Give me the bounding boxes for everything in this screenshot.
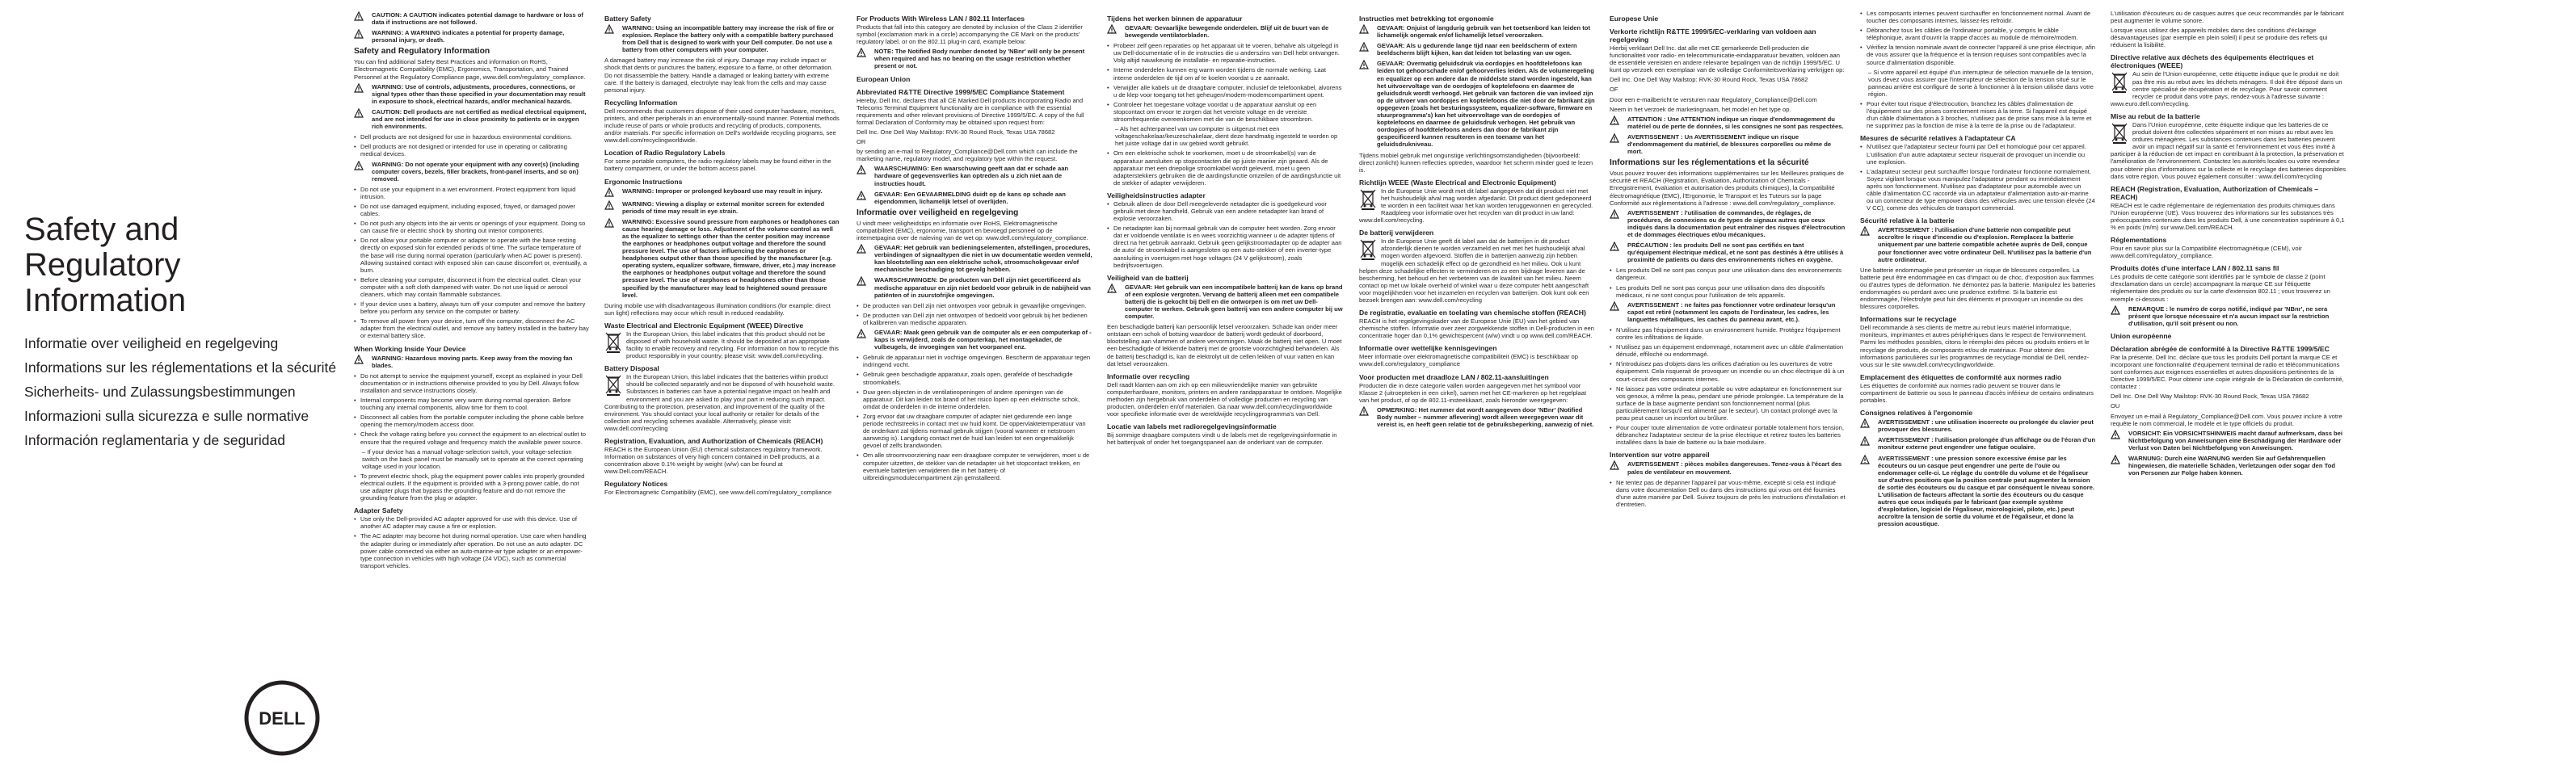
warning-triangle-icon (1610, 209, 1624, 219)
recycling-paragraph (604, 373, 840, 432)
bullet-item: • Before cleaning your computer, disconnect it from the electrical outlet. Clean your computer with a soft cloth dampened with water. Do not use liquid or aerosol cleaners, which may contain flammable substances. (354, 276, 590, 298)
bullet-item: • Zorg ervoor dat uw draagbare computer of adapter niet gedurende een lange periode rechtstreeks in contact met uw huid komt. De oppervlaktetemperatuur van de onderkant zal tijdens normaal gebruik stijgen (vooral wanneer er netstroom aanwezig is). Langdurig contact met de huid kan leiden tot een ongemakkelijk gevoel of zelfs brandwonden. (857, 413, 1092, 449)
sub-bullet-item: – If your device has a manual voltage-selection switch, your voltage-selection switch on the back panel must be manually set to operate at the correct operating voltage used in your location. (362, 447, 583, 470)
paragraph: Vous pouvez trouver des informations supplémentaires sur les Meilleures pratiques de sécurité et REACH (Registration, Evaluation, Authorization of Chemicals - Enregistrement, évaluation et autorisation des produits chimiques), la Compatibilité électromagnétique (EMC), l'Ergonomie, le Transport et les Tuteurs sur la page Conformité aux réglementations à l'adresse : www.dell.com/regulatory_compliance. (1610, 170, 1844, 207)
warning-note (857, 191, 1092, 205)
section-heading: Directive relative aux déchets des équipements électriques et électroniques (WEEE) (2111, 53, 2314, 70)
bullet-item: • L'adaptateur secteur peut surchauffer lorsque l'ordinateur fonctionne normalement. Soyez vigilant lorsque vous manipulez l'adaptateur pendant ou immédiatement après son fonctionnement. N'utilisez pas d'adaptateur pour automobile avec un câble d'alimentation CC raccordé via un adaptateur d'alimentation auto-air-marine ou un connecteur de type empower dans des véhicules avec une tension élevée (24 V CC), comme des véhicules de transport commercial. (1860, 168, 2096, 212)
bullet-item: • Do not use damaged equipment, including exposed, frayed, or damaged power cables. (354, 203, 590, 217)
bullet-item: • Controleer het toegestane voltage voordat u de apparatuur aansluit op een stopcontact om ervoor te zorgen dat het vereiste voltage en de vereiste stroomfrequentie overeenkomen met die van de beschikbare stroombron. (1107, 101, 1343, 123)
warning-note (604, 24, 840, 53)
title-translation-it: Informazioni sulla sicurezza e sulle normative (24, 408, 309, 424)
bullet-item: • Gebruik geen beschadigde apparatuur, zoals open, gerafelde of beschadigde stroomkabels. (857, 371, 1092, 385)
warning-note (1359, 42, 1595, 57)
sub-bullet-item: – Als het achterpaneel van uw computer is uitgerust met een voltageschakelaar/keuzeschakelaar, dient deze handmatig ingesteld te worden op het juiste voltage dat in uw gebied wordt gebruikt. (1115, 125, 1338, 148)
section-heading: Europese Unie (1610, 15, 1659, 23)
bullet-item: • N'utilisez pas l'équipement dans un environnement humide. Protégez l'équipement contre les infiltrations de liquide. (1610, 326, 1846, 341)
section-heading: Union européenne (2111, 331, 2172, 340)
recycling-paragraph (1359, 187, 1595, 224)
paragraph: Dell Inc. One Dell Way Mailstop: RVK-30 Round Rock, Texas USA 78682 (2111, 393, 2309, 401)
warning-note (604, 200, 840, 215)
bullet-item: • Débranchez tous les câbles de l'ordinateur portable, y compris le câble téléphonique, avant d'ouvrir la trappe d'accès au module de mémoire/modem. (1860, 27, 2096, 41)
crossed-out-wheeled-bin-icon (604, 373, 622, 396)
warning-triangle-icon (354, 108, 368, 118)
warning-triangle-icon (604, 24, 619, 34)
section-heading: De registratie, evaluatie en toelating van chemische stoffen (REACH) (1359, 309, 1586, 317)
warning-triangle-icon (857, 165, 871, 174)
dell-logo (244, 680, 320, 756)
paragraph: OR (857, 138, 866, 146)
warning-note (1860, 436, 2096, 451)
section-heading: European Union (857, 74, 911, 83)
warning-triangle-icon (1860, 436, 1875, 446)
crossed-out-wheeled-bin-icon (604, 330, 622, 353)
paragraph: Een beschadigde batterij kan persoonlijk letsel veroorzaken. Schade kan onder meer ontstaan een schok of botsing waardoor de batterij wordt gedeukt of doorboord, blootstelling aan vlammen of andere vervormingen. Maak de batterij niet open. U moet een beschadigde of lekkende batterij met de grootste voorzichtigheid behandelen. Als de batterij beschadigd is, kan de elektrolyt uit de cellen lekken of vuur vatten en kan dat letsel veroorzaken. (1107, 323, 1342, 368)
warning-note-text: VORSICHT: Ein VORSICHTSHINWEIS macht darauf aufmerksam, dass bei Nichtbefolgung von Anweisungen eine Beschädigung der Hardware oder Verlust von Daten bei Nichtbefolgung von Anweisungen. (2128, 429, 2342, 452)
warning-note (1610, 116, 1846, 130)
section-heading: Informatie over wettelijke kennisgevingen (1359, 344, 1497, 353)
bullet-item: • Om een elektrische schok te voorkomen, moet u de stroomkabel(s) van de apparatuur aansluiten op stopcontacten die op juiste manier zijn geaard. Als de apparatuur met een driepolige stroomkabel wordt geleverd, moet u geen adapterstekkers gebruiken die de aardingsfunctie omzeilen of de aardingsfunctie uit de stekker of adapter verwijderen. (1107, 149, 1343, 186)
warning-note-text: AVERTISSEMENT : pièces mobiles dangereuses. Tenez-vous à l'écart des pales de ventilateur en mouvement. (1627, 460, 1842, 476)
warning-triangle-icon (857, 276, 871, 286)
warning-note-text: AVERTISSEMENT : une pression sonore excessive émise par les écouteurs ou un casque peut engendrer une perte de l'ouïe ou endommager celle-ci. Le réglage du contrôle du volume et de l'égaliseur sur d'autres positions que la position centrale peut augmenter la tension de sortie des écouteurs ou du casque et par conséquent le niveau sonore. L'utilisation de facteurs affectant la sortie des écouteurs ou du casque autres que ceux indiqués par le fabricant (par exemple système d'exploitation, logiciel de l'égaliseur, micrologiciel, pilote, etc.) peut accroître la tension de sortie du volume et de l'égaliseur, et donc la pression acoustique. (1878, 454, 2094, 528)
title-translation-es: Información reglamentaria y de seguridad (24, 432, 285, 448)
text-column-7 (1860, 10, 2096, 767)
section-heading: Locatie van labels met radioregelgevingsinformatie (1107, 422, 1277, 431)
recycling-paragraph-text: In de Europese Unie geeft dit label aan dat de batterijen in dit product afzonderlijk dienen te worden verzameld en niet met het huishoudelijk afval mogen worden afgevoerd. Stoffen die in batterijen aanwezig zijn hebben mogelijk een schadelijk effect op de gezondheid en het milieu. Ook u kunt helpen deze schadelijke effecten te verminderen en zo een bijdrage leveren aan de bescherming, het behoud en het verbeteren van de kwaliteit van het milieu. Neem contact op met uw lokale overheid of winkel waar u deze computer hebt aangeschaft voor mogelijkheden voor het inzamelen en recyclen van batterijen. Ook kunt ook een bezoek brengen aan: www.dell.com/recycling (1359, 237, 1589, 304)
title-translation-nl: Informatie over veiligheid en regelgeving (24, 335, 279, 351)
warning-note-text: WARNING: Improper or prolonged keyboard use may result in injury. (622, 187, 823, 195)
section-heading: Intervention sur votre appareil (1610, 451, 1710, 460)
warning-note (604, 218, 840, 299)
warning-triangle-icon (354, 83, 368, 93)
paragraph: L'utilisation d'écouteurs ou de casques autres que ceux recommandés par le fabricant peut augmenter le volume sonore. (2111, 10, 2344, 25)
warning-triangle-icon (1610, 116, 1624, 125)
paragraph: U vindt meer veiligheidstips en informatie over RoHS, Elektromagnetische compatibiliteit (EMC), ergonomie, transport en bevoegd personeel op de internetpagina over de naleving van de wet op: www.dell.com/regulatory_compliance. (857, 219, 1088, 242)
section-heading: Informations sur les réglementations et la sécurité (1610, 158, 1809, 168)
warning-note-text: GEVAAR: Het gebruik van een incompatibele batterij kan de kans op brand of een explosie vergroten. Vervang de batterij alleen met een compatibele batterij die is gekocht bij Dell en die ontworpen is om met uw Dell-computer te werken. Gebruik geen batterij van een andere computer bij uw computer. (1125, 283, 1343, 321)
recycling-paragraph-text: In de Europese Unie wordt met dit label aangegeven dat dit product niet met het huishoudelijk afval mag worden afgedankt. Dit product dient gedeponeerd te worden in een faciliteit waar het kan worden teruggewonnen en gerecycled. Raadpleeg voor informatie over het recyclen van dit product in uw land: www.dell.com/recycling. (1359, 187, 1593, 225)
bullet-item: • To remove all power from your device, turn off the computer, disconnect the AC adapter from the electrical outlet, and remove any battery installed in the battery bay or external battery slice. (354, 317, 590, 339)
bullet-item: • Do not allow your portable computer or adapter to operate with the base resting directly on exposed skin for extended periods of time. The surface temperature of the base will rise during normal operation (particularly when AC power is present). Allowing sustained contact with exposed skin can cause discomfort or, eventually, a burn. (354, 237, 590, 273)
warning-note (2111, 455, 2347, 477)
warning-note-text: AVERTISSEMENT : l'utilisation de commandes, de réglages, de procédures, de connexions ou de types de signaux autres que ceux indiqués dans la documentation peut entraîner des risques d'électrocution et de dommages électriques et/ou mécaniques. (1627, 208, 1846, 238)
paragraph: Dell Inc. One Dell Way Mailstop: RVK-30 Round Rock, Texas USA 78682 (1610, 76, 1808, 84)
paragraph: You can find additional Safety Best Practices and information on RoHS, Electromagnetic Compatibility (EMC), Ergonomics, Transportation, and Trained Personnel at the Regulatory Compliance page, www.dell.com/regulatory_compliance. (354, 58, 586, 81)
warning-note-text: AVERTISSEMENT : Un AVERTISSEMENT indique un risque d'endommagement du matériel, de blessures corporelles ou même de mort. (1627, 132, 1832, 156)
paragraph: REACH est le cadre réglementaire de réglementation des produits chimiques dans l'Union européenne (UE). Vous trouverez des informations sur les substances très préoccupantes contenues dans les produits Dell, à une concentration supérieure à 0,1 % en poids (m/m) sur www.Dell.com/REACH. (2111, 201, 2345, 231)
text-column-4 (1107, 10, 1343, 767)
bullet-item: • Check the voltage rating before you connect the equipment to an electrical outlet to ensure that the required voltage and frequency match the available power source. (354, 430, 590, 445)
section-heading: De batterij verwijderen (1359, 229, 1434, 237)
warning-note (857, 165, 1092, 187)
warning-note-text: NOTE: The Notified Body number denoted by 'NBnr' will only be present when required and has no bearing on the usage restriction whether present or not. (874, 48, 1085, 70)
section-heading: Adapter Safety (354, 506, 403, 515)
section-heading: Safety and Regulatory Information (354, 47, 490, 57)
warning-note (354, 29, 590, 44)
crossed-out-wheeled-bin-icon (1359, 187, 1377, 210)
section-heading: Recycling Information (604, 98, 678, 107)
bullet-item: • Dell products are not designed or intended for use in operating or calibrating medical devices. (354, 143, 590, 158)
bullet-item: • Gebruik alleen de door Dell meegeleverde netadapter die is goedgekeurd voor gebruik met deze handheld. Gebruik van een andere netadapter kan brand of explosie veroorzaken. (1107, 200, 1343, 222)
section-heading: REACH (Registration, Evaluation, Authorization of Chemicals – REACH) (2111, 184, 2319, 201)
warning-note (1860, 418, 2096, 433)
bullet-item: • Probeer zelf geen reparaties op het apparaat uit te voeren, behalve als uitgelegd in uw Dell-documentatie of in de instructies die u anderszins van Dell hebt ontvangen. Volg altijd nauwkeurig de installatie- en reparatie-instructies. (1107, 42, 1343, 64)
warning-note-text: WARNING: Using an incompatible battery may increase the risk of fire or explosion. Replace the battery only with a compatible battery purchased from Dell that is designed to work with your Dell computer. Do not use a battery from other computers with your computer. (622, 24, 835, 54)
warning-note (604, 187, 840, 197)
warning-note-text: CAUTION: A CAUTION indicates potential damage to hardware or loss of data if instructions are not followed. (372, 11, 583, 27)
paragraph: OU (2111, 402, 2120, 410)
bullet-item: • Disconnect all cables from the portable computer including the phone cable before opening the memory/modem access door. (354, 414, 590, 428)
warning-triangle-icon (857, 191, 871, 200)
bullet-item: • Les produits Dell ne sont pas conçus pour une utilisation dans des dispositifs médicaux, ni ne sont conçus pour l'utilisation de tels appareils. (1610, 284, 1846, 299)
warning-triangle-icon (1610, 460, 1624, 470)
warning-triangle-icon (1610, 242, 1624, 251)
warning-note (1610, 209, 1846, 238)
warning-triangle-icon (604, 200, 619, 210)
text-column-8 (2111, 10, 2347, 767)
bullet-item: • Dell products are not designed for use in hazardous environmental conditions. (354, 133, 590, 141)
section-heading: Emplacement des étiquettes de conformité aux normes radio (1860, 372, 2062, 381)
warning-note-text: ATTENTION : Une ATTENTION indique un risque d'endommagement du matériel ou de perte de données, si les consignes ne sont pas respectées. (1627, 115, 1844, 130)
warning-note-text: CAUTION: Dell products are not certified as medical electrical equipment, and are not intended for use in close proximity to patients or in oxygen rich environments. (372, 107, 587, 131)
warning-note (2111, 430, 2347, 452)
text-column-6 (1610, 10, 1846, 767)
section-heading: Veiligheidsinstructies adapter (1107, 191, 1206, 200)
bullet-item: • Ne tentez pas de dépanner l'appareil par vous-même, excepté si cela est indiqué dans votre documentation Dell ou dans des instructions qui vous ont été fournies d'une autre manière par Dell. Suivez toujours de près les instructions d'installation et d'entretien. (1610, 479, 1846, 508)
warning-note (1860, 455, 2096, 528)
warning-note-text: OPMERKING: Het nummer dat wordt aangegeven door 'NBnr' (Notified Body number – nummer aflevering) wordt alleen weergegeven waar dit vereist is, en heeft geen relatie tot de gebruiksbeperking, aanwezig of niet. (1377, 405, 1594, 429)
paragraph: Producten die in deze categorie vallen worden aangegeven met het symbool voor Klasse 2 (uitroepteken in een cirkel), samen met het CE-markeren op het regelplaat van het product, of op de 802.11-insteekkaart, zoals hieronder weergegeven: (1359, 381, 1587, 404)
title-translation-de: Sicherheits- und Zulassungsbestimmungen (24, 384, 296, 400)
bullet-item: • Use only the Dell-provided AC adapter approved for use with this device. Use of another AC adapter may cause a fire or explosion. (354, 515, 590, 530)
section-heading: Veiligheid van de batterij (1107, 273, 1189, 282)
document-title: Safety and Regulatory Information (24, 212, 187, 318)
paragraph: Lorsque vous utilisez des appareils mobiles dans des conditions d'éclairage désavantageuses (par exemple en plein soleil) il peut se produire des reflets qui réduisent la lisibilité. (2111, 27, 2328, 49)
warning-note (354, 355, 590, 369)
section-heading: Tijdens het werken binnen de apparatuur (1107, 15, 1243, 23)
section-heading: Produits dotés d'une interface LAN / 802.11 sans fil (2111, 264, 2279, 273)
warning-note (354, 83, 590, 105)
section-heading: Informatie over recycling (1107, 372, 1190, 380)
bullet-item: • Interne onderdelen kunnen erg warm worden tijdens de normale werking. Laat interne onderdelen de tijd om af te koelen voordat u ze aanraakt. (1107, 66, 1343, 81)
bullet-item: • Pour couper toute alimentation de votre ordinateur portable totalement hors tension, débranchez l'adaptateur secteur de la prise électrique et retirez toutes les batteries installées dans la baie de batterie ou la baie modulaire. (1610, 424, 1846, 446)
warning-triangle-icon (1359, 406, 1374, 416)
bullet-item: • Ne laissez pas votre ordinateur portable ou votre adaptateur en fonctionnement sur vos genoux, à même la peau, pendant une période prolongée. La température de la surface de la base augmente pendant son fonctionnement normal (plus particulièrement lorsqu'il est alimenté par le secteur). Un contact prolongé avec la peau peut causer un inconfort ou brûlure. (1610, 385, 1846, 422)
recycling-paragraph (1359, 237, 1595, 304)
warning-note (857, 244, 1092, 273)
warning-triangle-icon (2111, 455, 2125, 464)
warning-note-text: GEVAAR: Als u gedurende lange tijd naar een beeldscherm of extern beeldscherm blijft kijken, kan dat leiden tot belasting van uw ogen. (1377, 42, 1577, 57)
warning-note-text: GEVAAR: Maak geen gebruik van de computer als er een computerkap of -kaps is verwijderd, zoals de computerkap, het montagekader, de vulbeugels, de invoegingen van het voorpaneel enz. (874, 329, 1092, 351)
section-heading: For Products With Wireless LAN / 802.11 Interfaces (857, 15, 1025, 23)
warning-triangle-icon (1359, 24, 1374, 34)
warning-note-text: WARNING: Use of controls, adjustments, procedures, connections, or signal types other than those specified in your documentation may result in exposure to shock, electrical hazards, and/or mechanical hazards. (372, 82, 586, 105)
warning-triangle-icon (604, 218, 619, 228)
bullet-item: • N'utilisez que l'adaptateur secteur fourni par Dell et homologué pour cet appareil. L'utilisation d'un autre adaptateur secteur risquerait de provoquer un incendie ou une explosion. (1860, 143, 2096, 165)
warning-triangle-icon (354, 161, 368, 170)
bullet-item: • If your device uses a battery, always turn off your computer and remove the battery before you perform any service on the computer or battery. (354, 300, 590, 315)
section-heading: Mesures de sécurité relatives à l'adaptateur CA (1860, 134, 2016, 143)
warning-note-text: WARNING: A WARNING indicates a potential for property damage, personal injury, or death. (372, 29, 565, 44)
warning-note (1107, 24, 1343, 39)
crossed-out-wheeled-bin-icon (2111, 121, 2128, 144)
recycling-paragraph (2111, 121, 2347, 180)
bullet-item: • Vérifiez la tension nominale avant de connecter l'appareil à une prise électrique, afin de vous assurer que la fréquence et la tension requises sont compatibles avec la source d'alimentation disponible. (1860, 44, 2096, 65)
warning-triangle-icon (604, 187, 619, 197)
warning-triangle-icon (354, 29, 368, 39)
warning-note (1359, 406, 1595, 428)
warning-note-text: PRÉCAUTION : les produits Dell ne sont pas certifiés en tant qu'équipement électrique médical, et ne sont pas destinés à être utilisés à proximité de patients ou dans des environnements riches en oxygène. (1627, 242, 1844, 264)
section-heading: Réglementations (2111, 236, 2167, 245)
sub-bullet-item: – Si votre appareil est équipé d'un interrupteur de sélection manuelle de la tension, vous devez vous assurer que l'interrupteur de sélection de la tension situé sur le panneau arrière est configuré de sorte à fonctionner à la tension utilisée dans votre région. (1868, 68, 2094, 98)
warning-note (1610, 301, 1846, 323)
paragraph: Dell Inc. One Dell Way Mailstop: RVK-30 Round Rock, Texas USA 78682 (857, 128, 1055, 136)
warning-triangle-icon (1610, 301, 1624, 311)
section-heading: Waste Electrical and Electronic Equipment (WEEE) Directive (604, 321, 804, 330)
warning-triangle-icon (1359, 60, 1374, 69)
recycling-paragraph-text: Dans l'Union européenne, cette étiquette indique que les batteries de ce produit doivent être collectées séparément et non mises au rebut avec les ordures ménagères. Les substances contenues dans les batteries peuvent avoir un impact négatif sur la santé et l'environnement et vous êtes invité à participer à la réduction de cet impact en contribuant à la protection, la préservation et l'amélioration de l'environnement. Contactez les autorités locales ou votre revendeur pour obtenir plus d'informations sur la collecte et le recyclage des batteries disponibles dans votre région. Vous pouvez également consulter : www.dell.com/recycling (2111, 120, 2347, 180)
warning-note-text: GEVAAR: Een GEVAARMELDING duidt op de kans op schade aan eigendommen, lichamelijk letsel of overlijden. (874, 190, 1066, 205)
warning-note (1860, 226, 2096, 262)
bullet-item: • De netadapter kan bij normaal gebruik van de computer heet worden. Zorg ervoor dat er voldoende ventilatie is en wees voorzichtig wanneer u de adapter tijdens of direct na het gebruik aanraakt. Gebruik geen gelijkstroomadapter op de adapter aan de auto/ de stroomkabel is aangesloten op een auto-stekker of een inverter-type aansluiting in voertuigen met hoge voltages (24 V gelijkstroom), zoals bedrijfsvoertuigen. (1107, 225, 1343, 269)
paragraph: Par la présente, Dell Inc. déclare que tous les produits Dell portant la marque CE et incorporant une fonctionnalité d'équipement terminal de radio et télécommunications sont conformes aux exigences essentielles et autres dispositions pertinentes de la Directive 1999/5/EC. Pour obtenir une copie intégrale de la Déclaration de conformité, contactez : (2111, 353, 2344, 391)
warning-triangle-icon (857, 48, 871, 57)
bullet-item: • Duw geen objecten in de ventilatieopeningen of andere openingen van de apparatuur. Dit kan leiden tot brand of het risico lopen op een elektrische schok, omdat de onderdelen in de interne onderdelen. (857, 388, 1092, 410)
warning-triangle-icon (2111, 430, 2125, 439)
warning-note (1359, 24, 1595, 39)
warning-triangle-icon (1107, 24, 1122, 34)
paragraph: For some portable computers, the radio regulatory labels may be found either in the battery compartment, or under the bottom access panel. (604, 158, 831, 173)
section-heading: Voor producten met draadloze LAN / 802.11-aansluitingen (1359, 372, 1549, 381)
warning-triangle-icon (857, 329, 871, 338)
paragraph: Dell recommande à ses clients de mettre au rebut leurs matériel informatique, moniteurs, imprimantes et autres périphériques dans le respect de l'environnement. Parmi les méthodes possibles, citons le réemploi des pièces ou produits entiers et le recyclage de produits, de composants et/ou de matériaux. Pour obtenir des informations particulières sur les programmes de recyclage mondial de Dell, rendez-vous sur le site www.dell.com/recyclingworldwide. (1860, 324, 2090, 368)
warning-triangle-icon (1860, 418, 1875, 428)
section-heading: Déclaration abrégée de conformité à la Directive R&TTE 1999/5/EC (2111, 344, 2330, 353)
bullet-item: • Do not attempt to service the equipment yourself, except as explained in your Dell documentation or in instructions otherwise provided to you by Dell. Always follow installation and service instructions closely. (354, 372, 590, 394)
section-heading: Regulatory Notices (604, 480, 668, 489)
warning-note-text: GEVAAR: Overmatig geluidsdruk via oordopjes en hoofdtelefoons kan leiden tot gehoorschade en/of gehoorverlies leiden. Als de volumeregeling en equalizer op een andere dan de middelste stand worden ingesteld, kan het uitvoervoltage van de oordopjes of koptelefoons en daarmee de geluidsdruk wordt verhoogd. Het gebruik van factoren die van invloed zijn op de uitvoer van oordopjes en koptelefoons die niet door de fabrikant zijn opgegeven (zoals het besturingssysteem, equalizer-software, firmware en stuurprogramma's) kan het uitvoervoltage van de oordopjes of koptelefoons en daarmee de geluidsdruk verhogen. Het gebruik van oordopjes of hoofdtelefoons anders dan door de fabrikant zijn gespecificeerd kunnen resulteren in een toename van het geluidsdrukniveau. (1377, 60, 1595, 149)
text-column-5 (1359, 10, 1595, 767)
recycling-paragraph-text: In the European Union, this label indicates that the batteries within product should be collected separately and not be disposed of with household waste. Substances in batteries can have a potential negative impact on health and environment and you are asked to play your part in reducing such impact. Contributing to the protection, preservation, and improvement of the quality of the environment. You should contact your local authority or retailer for details of the collection and recycling schemes available. Alternatively, please visit: www.dell.com/recycling (604, 373, 835, 432)
warning-triangle-icon (1860, 226, 1875, 236)
warning-note-text: AVERTISSEMENT : l'utilisation prolongée d'un affichage ou de l'écran d'un moniteur externe peut engendrer une fatigue oculaire. (1878, 436, 2096, 452)
warning-note (354, 11, 590, 26)
warning-note-text: WARNING: Viewing a display or external monitor screen for extended periods of time may result in eye strain. (622, 200, 825, 215)
warning-triangle-icon (2111, 305, 2125, 315)
paragraph: Dell recommends that customers dispose of their used computer hardware, monitors, printers, and other peripherals in an environmentally-sound manner. Potential methods include reuse of parts or whole products and recycling of products, components, and/or materials. For specific information on Dell's worldwide recycling programs, see www.dell.com/recyclingworldwide. (604, 107, 840, 145)
paragraph: Hereby, Dell Inc. declares that all CE Marked Dell products incorporating Radio and Telecoms Terminal Equipment functionality are in compliance with the essential requirements and other relevant provisions of Directive 1999/5/EC. A copy of the full formal Declaration of Conformity may be obtained upon request from: (857, 96, 1084, 126)
recycling-paragraph-text: In the European Union, this label indicates that this product should not be disposed of with household waste. It should be deposited at an appropriate facility to enable recovery and recycling. For information on how to recycle this product responsibly in your country, please visit: www.dell.com/recycling. (626, 330, 839, 360)
warning-triangle-icon (1107, 284, 1122, 293)
paragraph: Dell raadt klanten aan om zich op een milieuvriendelijke manier van gebruikte computerhardware, monitors, printers en andere randapparatuur te ontdoen. Mogelijke methoden zijn hergebruik van onderdelen of volledige producten en recycling van producten, onderdelen en/of materialen. Ga naar www.dell.com/recyclingworldwide voor specifieke informatie over de wereldwijde recyclingprogramma's van Dell. (1107, 380, 1342, 418)
warning-note (857, 276, 1092, 298)
paragraph: For Electromagnetic Compatibility (EMC), see www.dell.com/regulatory_compliance (604, 489, 832, 497)
warning-note-text: WARNUNG: Durch eine WARNUNG werden Sie auf Gefahrenquellen hingewiesen, die materielle Schäden, Verletzungen oder sogar den Tod von Personen zur Folge haben können. (2128, 455, 2335, 477)
warning-note (1610, 242, 1846, 263)
warning-triangle-icon (1359, 42, 1374, 52)
crossed-out-wheeled-bin-icon (2111, 70, 2128, 93)
bullet-item: • Gebruik de apparatuur niet in vochtige omgevingen. Bescherm de apparatuur tegen indringend vocht. (857, 354, 1092, 368)
crossed-out-wheeled-bin-icon (1359, 237, 1377, 260)
warning-triangle-icon (1610, 133, 1624, 143)
warning-note-text: GEVAAR: Gevaarlijke bewegende onderdelen. Blijf uit de buurt van de bewegende ventilatorbladen. (1125, 24, 1329, 40)
warning-note (857, 329, 1092, 351)
paragraph: A damaged battery may increase the risk of injury. Damage may include impact or shock that dents or punctures the battery, exposure to a flame, or other deformation. Do not disassemble the battery. Handle a damaged or leaking battery with extreme care. If the battery is damaged, electrolyte may leak from the cells and may cause personal injury. (604, 57, 833, 94)
warning-note-text: AVERTISSEMENT : ne faites pas fonctionner votre ordinateur lorsqu'un capot est retiré (notamment les capots de l'ordinateur, les cadres, les languettes métalliques, les caches du panneau avant, etc.). (1627, 300, 1836, 323)
warning-note-text: WAARSCHUWING: Een waarschuwing geeft aan dat er schade aan hardware of gegevensverlies kan optreden als u zich niet aan de instructies houdt. (874, 165, 1069, 187)
warning-note-text: AVERTISSEMENT : l'utilisation d'une batterie non compatible peut accroître le risque d'incendie ou d'explosion. Remplacez la batterie uniquement par une batterie compatible achetée auprès de Dell, conçue pour fonctionner avec votre ordinateur Dell. N'utilisez pas la batterie d'un autre ordinateur. (1878, 226, 2092, 263)
paragraph: Hierbij verklaart Dell Inc. dat alle met CE gemarkeerde Dell-producten die functionaliteit voor radio- en telecommunicatie-eindapparatuur bevatten, voldoen aan de essentiële vereisten en andere relevante bepalingen van de richtlijn 1999/5/EC. U kunt op verzoek een exemplaar van de volledige Conformiteitsverklaring verkrijgen op: (1610, 44, 1845, 74)
warning-note (354, 108, 590, 130)
section-heading: Battery Disposal (604, 364, 659, 373)
warning-note (354, 161, 590, 183)
bullet-item: • Verwijder alle kabels uit de draagbare computer, inclusief de telefoonkabel, alvorens u de klep voor toegang tot het geheugen/modem-modemcompartiment opent. (1107, 84, 1343, 99)
section-heading: Registration, Evaluation, and Authorization of Chemicals (REACH) (604, 437, 823, 446)
paragraph: Tijdens mobiel gebruik met ongunstige verlichtingsomstandigheden (bijvoorbeeld: direct zonlicht) kunnen reflecties optreden, waardoor het scherm minder goed te lezen is. (1359, 151, 1593, 174)
bullet-item: • De producten van Dell zijn niet ontworpen of bedoeld voor gebruik bij het bedienen of kalibreren van medische apparaten. (857, 312, 1092, 326)
section-heading: Richtlijn WEEE (Waste Electrical and Electronic Equipment) (1359, 178, 1556, 187)
warning-note (1610, 460, 1846, 475)
paragraph: During mobile use with disadvantageous illumination conditions (for example: direct sun light) reflections may occur which result in reduced readability. (604, 301, 831, 317)
warning-note-text: GEVAAR: Onjuist of langdurig gebruik van het toetsenbord kan leiden tot lichamelijk ongemak en/of lichamelijk letsel veroorzaken. (1377, 24, 1590, 40)
bullet-item: • To prevent electric shock, plug the equipment power cables into properly grounded electrical outlets. If the equipment is provided with a 3-prong power cable, do not use adapter plugs that bypass the grounding feature and do not remove the grounding feature from the plug or adapter. (354, 472, 590, 502)
recycling-paragraph (604, 330, 840, 359)
section-heading: When Working Inside Your Device (354, 344, 466, 353)
paragraph: REACH is the European Union (EU) chemical substances regulatory framework. Information on substances of very high concern contained in Dell products, at a concentration above 0.1% weight by weight (w/w) can be found at www.Dell.com/REACH. (604, 446, 823, 476)
bullet-item: • Pour éviter tout risque d'électrocution, branchez les câbles d'alimentation de l'équipement sur des prises correctement mises à la terre. Si l'appareil est équipé d'un câble d'alimentation à 3 broches, n'utilisez pas de prise sans mise à la terre et ne supprimez pas la fonction de mise à la terre de la prise ou de l'adaptateur. (1860, 100, 2096, 129)
section-heading: Ergonomic Instructions (604, 177, 683, 186)
warning-note-text: AVERTISSEMENT : une utilisation incorrecte ou prolongée du clavier peut provoquer des blessures. (1878, 418, 2094, 434)
warning-note-text: REMARQUE : le numéro de corps notifié, indiqué par 'NBnr', ne sera présent que lorsque nécessaire et n'a aucun impact sur la restriction d'utilisation, qu'il soit présent ou non. (2128, 304, 2330, 327)
section-heading: Instructies met betrekking tot ergonomie (1359, 15, 1494, 23)
paragraph: Door een e-mailbericht te versturen naar Regulatory_Compliance@Dell.com (1610, 95, 1817, 103)
section-heading: Location of Radio Regulatory Labels (604, 149, 726, 158)
warning-triangle-icon (857, 244, 871, 254)
paragraph: Les étiquettes de conformité aux normes radio peuvent se trouver dans le compartiment de batterie ou sous le panneau d'accès inférieur de certains ordinateurs portables. (1860, 381, 2094, 405)
paragraph: Envoyez un e-mail à Regulatory_Compliance@Dell.com. Vous pouvez inclure à votre requête le nom commercial, le modèle et le type officiels du produit. (2111, 412, 2342, 427)
paragraph: Les produits de cette catégorie sont identifiés par le symbole de classe 2 (point d'exclamation dans un cercle) accompagnant la marque CE sur l'étiquette réglementaire des produits ou sur la carte d'extension 802.11 ; vous trouverez un exemple ci-dessous : (2111, 273, 2330, 303)
warning-triangle-icon (354, 355, 368, 364)
section-heading: Informatie over veiligheid en regelgeving (857, 208, 1019, 217)
paragraph: by sending an e-mail to Regulatory_Compliance@Dell.com which can include the marketing name, regulatory model, and regulatory type within the request. (857, 148, 1078, 163)
recycling-paragraph-text: Au sein de l'Union européenne, cette étiquette indique que le produit ne doit pas être mis au rebut avec les déchets ménagers. Il doit être déposé dans un centre spécialisé de récupération et de recyclage. Pour savoir comment recycler ce produit dans votre pays, rendez-vous à l'adresse suivante : www.euro.dell.com/recycling. (2111, 70, 2342, 107)
svg-text:DELL: DELL (259, 708, 305, 729)
section-heading: Battery Safety (604, 15, 651, 23)
recycling-paragraph (2111, 70, 2347, 107)
section-heading: Mise au rebut de la batterie (2111, 111, 2200, 120)
bullet-item: • Internal components may become very warm during normal operation. Before touching any internal components, allow time for them to cool. (354, 397, 590, 411)
bullet-item: • N'utilisez pas un équipement endommagé, notamment avec un câble d'alimentation dénudé, effiloché ou endommagé. (1610, 343, 1846, 358)
title-translation-fr: Informations sur les réglementations et la sécurité (24, 359, 337, 376)
bullet-item: • Do not push any objects into the air vents or openings of your equipment. Doing so can cause fire or electric shock by shorting out interior components. (354, 220, 590, 234)
paragraph: Bij sommige draagbare computers vindt u de labels met de regelgevingsinformatie in het batterijvak of onder het toegangspaneel aan de onderkant van de computer. (1107, 431, 1337, 447)
warning-note-text: GEVAAR: Het gebruik van bedieningselementen, afstellingen, procedures, verbindingen of signaaltypen die niet in uw documentatie worden vermeld, kan blootstelling aan een elektrische schok, stroomschokgevaar en/of mechanische beschadiging tot gevolg hebben. (874, 244, 1092, 274)
paragraph: Meer informatie over elektromagnetische compatibiliteit (EMC) is beschikbaar op www.dell.com/regulatory_compliance (1359, 353, 1578, 368)
paragraph: REACH is het regelgevingskader van de Europese Unie (EU) van het gebied van chemische stoffen. Informatie over zeer zorgwekkende stoffen in Dell-producten in een concentratie hoger dan 0,1% gewichtspercent (w/w) vindt u op www.dell.com/REACH. (1359, 317, 1594, 340)
warning-note (1107, 284, 1343, 320)
paragraph: Neem in het verzoek de marketingnaam, het model en het type op. (1610, 105, 1791, 113)
warning-triangle-icon (1860, 455, 1875, 464)
bullet-item: • Les produits Dell ne sont pas conçus pour une utilisation dans des environnements dangereux. (1610, 267, 1846, 281)
section-heading: Consignes relatives à l'ergonomie (1860, 409, 1973, 418)
bullet-item: • N'introduisez pas d'objets dans les orifices d'aération ou les ouvertures de votre équipement. Cela risquerait de provoquer un incendie ou un choc électrique dû à un court-circuit des composants internes. (1610, 360, 1846, 382)
warning-triangle-icon (354, 11, 368, 21)
bullet-item: • De producten van Dell zijn niet ontworpen voor gebruik in gevaarlijke omgevingen. (857, 302, 1092, 309)
text-column-3 (857, 10, 1092, 767)
section-heading: Abbreviated R&TTE Directive 1999/5/EC Compliance Statement (857, 87, 1065, 96)
paragraph: OF (1610, 86, 1618, 94)
warning-note (857, 48, 1092, 69)
bullet-item: • Om alle stroomvoorziening naar een draagbare computer te verwijderen, moet u de computer uitzetten, de stekker van de netadapter uit het stopcontact trekken, en eventuele batterijen verwijderen die in het batterij- of uitbreidingsmodulecompartiment zijn geïnstalleerd. (857, 452, 1092, 481)
paragraph: Une batterie endommagée peut présenter un risque de blessures corporelles. La batterie peut être endommagée en cas d'impact ou de choc, d'exposition aux flammes ou d'autres types de déformation. Ne démontez pas la batterie. Manipulez les batteries endommagées ou perdant avec une prudence extrême. Si la batterie est endommagée, l'électrolyte peut fuir des éléments et provoquer un incendie ou des blessures corporelles. (1860, 266, 2096, 311)
warning-note-text: WARNING: Hazardous moving parts. Keep away from the moving fan blades. (372, 354, 573, 369)
bullet-item: • The AC adapter may become hot during normal operation. Use care when handling the adapter during or immediately after operation. Do not use an auto adapter. DC power cable connected via either an auto-marine-air type adapter or an empower-type connection in vehicles with high voltage (24 VDC), such as commercial transport vehicles. (354, 532, 590, 569)
warning-note (2111, 305, 2347, 327)
bullet-item: • Do not use your equipment in a wet environment. Protect equipment from liquid intrusion. (354, 186, 590, 200)
warning-note-text: WAARSCHUWINGEN: De producten van Dell zijn niet gecertificeerd als medische apparatuur en zijn niet bedoeld voor gebruik in de nabijheid van patiënten of in zuurstofrijke omgevingen. (874, 276, 1091, 299)
bullet-item: • Les composants internes peuvent surchauffer en fonctionnement normal. Avant de toucher des composants internes, laissez-les refroidir. (1860, 10, 2096, 24)
section-heading: Informations sur le recyclage (1860, 315, 1957, 324)
text-column-1 (354, 10, 590, 767)
title-block (24, 212, 339, 452)
warning-note-text: WARNING: Do not operate your equipment with any cover(s) (including computer covers, bezels, filler brackets, front-panel inserts, and so on) removed. (372, 160, 579, 183)
paragraph: Pour en savoir plus sur la Compatibilité électromagnétique (CEM), voir www.dell.com/regulatory_compliance. (2111, 245, 2302, 260)
text-column-2 (604, 10, 840, 767)
warning-note (1359, 60, 1595, 148)
section-heading: Verkorte richtlijn R&TTE 1999/5/EC-verklaring van voldoen aan regelgeving (1610, 27, 1816, 44)
paragraph: Products that fall into this category are denoted by inclusion of the Class 2 identifier symbol (exclamation mark in a circle) accompanying the CE Mark on the products' regulatory label, or on the 802.11 plug-in card, example below: (857, 23, 1083, 46)
section-heading: Sécurité relative à la batterie (1860, 216, 1955, 225)
warning-note-text: WARNING: Excessive sound pressure from earphones or headphones can cause hearing damage or loss. Adjustment of the volume control as well as the equalizer to settings other than the center position may increase the earphones or headphones output voltage and therefore the sound pressure level. The use of factors influencing the earphones or headphones output other than those specified by the manufacturer (e.g. operating system, equalizer software, firmware, driver, etc.) may increase the earphones or headphones output voltage and therefore the sound pressure level. The use of earphones or headphones other than those specified by the manufacturer may lead to heightened sound pressure level. (622, 217, 840, 299)
warning-note (1610, 133, 1846, 155)
